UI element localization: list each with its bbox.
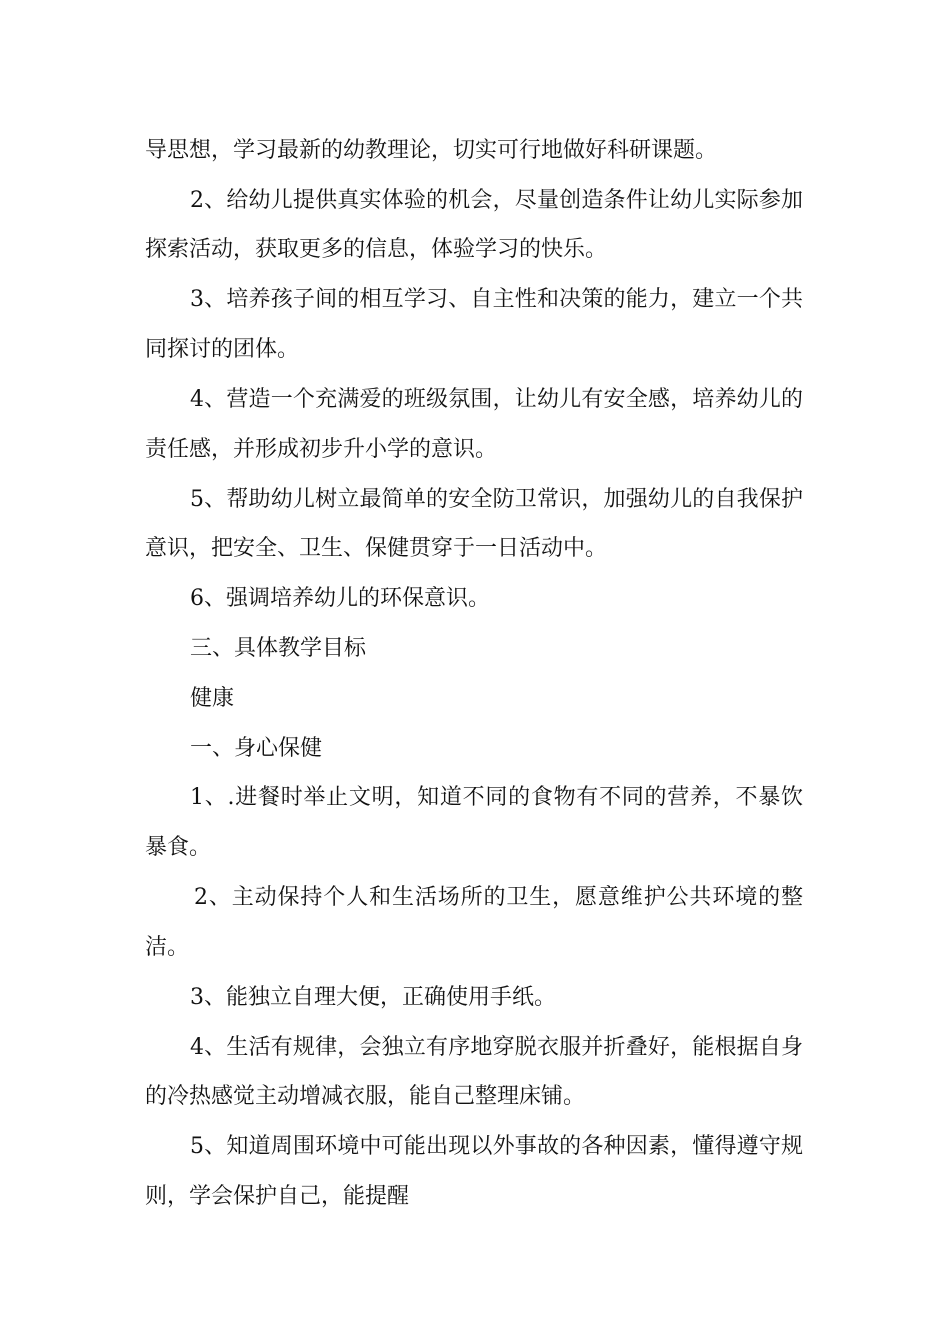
text-line-item-2: 2、给幼儿提供真实体验的机会，尽量创造条件让幼儿实际参加 xyxy=(190,188,803,213)
text-line-goal-1-cont: 暴食。 xyxy=(145,835,212,860)
text-line-goal-2-cont: 洁。 xyxy=(145,935,190,960)
text-line-item-3-cont: 同探讨的团体。 xyxy=(145,337,300,362)
text-line-item-2-cont: 探索活动，获取更多的信息，体验学习的快乐。 xyxy=(145,237,608,262)
subheading-health: 健康 xyxy=(190,686,235,711)
text-line-continuation: 导思想，学习最新的幼教理论，切实可行地做好科研课题。 xyxy=(145,138,718,163)
text-line-goal-5-cont: 则，学会保护自己，能提醒 xyxy=(145,1184,410,1209)
text-line-item-4-cont: 责任感，并形成初步升小学的意识。 xyxy=(145,437,498,462)
text-line-item-6: 6、强调培养幼儿的环保意识。 xyxy=(190,586,490,611)
text-line-item-4: 4、营造一个充满爱的班级氛围，让幼儿有安全感，培养幼儿的 xyxy=(190,387,803,412)
text-line-goal-4-cont: 的冷热感觉主动增减衣服，能自己整理床铺。 xyxy=(145,1084,586,1109)
text-line-goal-4: 4、生活有规律，会独立有序地穿脱衣服并折叠好，能根据自身 xyxy=(190,1035,803,1060)
text-line-item-3: 3、培养孩子间的相互学习、自主性和决策的能力，建立一个共 xyxy=(190,287,803,312)
section-heading-teaching-goals: 三、具体教学目标 xyxy=(190,636,367,661)
text-line-goal-5: 5、知道周围环境中可能出现以外事故的各种因素，懂得遵守规 xyxy=(190,1134,803,1159)
text-line-item-5: 5、帮助幼儿树立最简单的安全防卫常识，加强幼儿的自我保护 xyxy=(190,487,803,512)
text-line-goal-1: 1、.进餐时举止文明，知道不同的食物有不同的营养，不暴饮 xyxy=(190,785,803,810)
text-line-goal-3: 3、能独立自理大便，正确使用手纸。 xyxy=(190,985,556,1010)
subheading-physical-mental-care: 一、身心保健 xyxy=(190,736,323,761)
text-line-goal-2: 2、主动保持个人和生活场所的卫生，愿意维护公共环境的整 xyxy=(194,885,803,910)
text-line-item-5-cont: 意识，把安全、卫生、保健贯穿于一日活动中。 xyxy=(145,536,608,561)
